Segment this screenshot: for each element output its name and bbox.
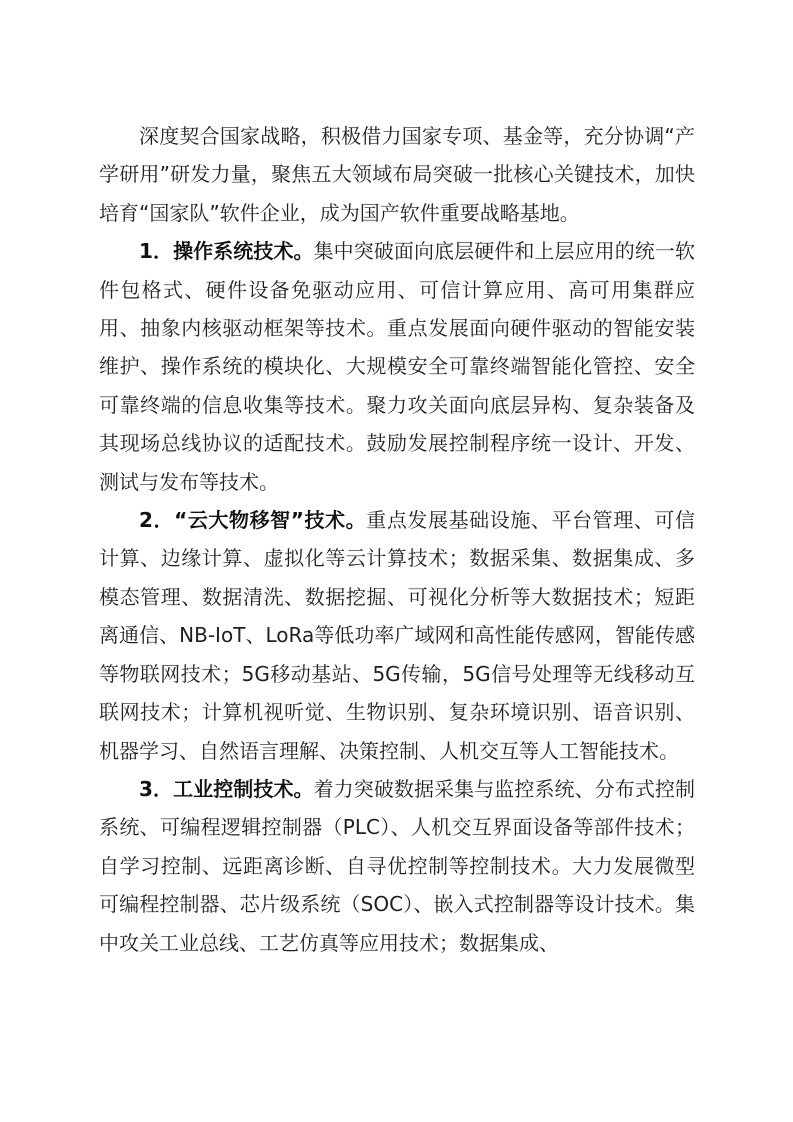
- os-technology-heading: 1．操作系统技术。: [139, 239, 314, 264]
- cloud-bigdata-iot-heading: 2．“云大物移智”技术。: [139, 508, 367, 533]
- industrial-control-heading: 3．工业控制技术。: [139, 776, 314, 801]
- industrial-control-text: 着力突破数据采集与监控系统、分布式控制系统、可编程逻辑控制器（PLC）、人机交互界面设备等部件技术；自学习控制、远距离诊断、自寻优控制等控制技术。大力发展微型可编程控制器、芯片级系统（SOC）、嵌入式控制器等设计技术。集中攻关工业总线、工艺仿真等应用技术；数据集成、: [99, 776, 695, 955]
- intro-paragraph: [99, 117, 695, 232]
- cloud-bigdata-iot-text: 重点发展基础设施、平台管理、可信计算、边缘计算、虚拟化等云计算技术；数据采集、数据集成、多模态管理、数据清洗、数据挖掘、可视化分析等大数据技术；短距离通信、NB-IoT、LoRa等低功率广域网和高性能传感网，智能传感等物联网技术；5G移动基站、5G传输，5G信号处理等无线移动互联网技术；计算机视听觉、生物识别、复杂环境识别、语音识别、机器学习、自然语言理解、决策控制、人机交互等人工智能技术。: [99, 508, 696, 763]
- document-body: [99, 117, 695, 962]
- intro-paragraph-text: 深度契合国家战略，积极借力国家专项、基金等，充分协调“产学研用”研发力量，聚焦五大领域布局突破一批核心关键技术，加快培育“国家队”软件企业，成为国产软件重要战略基地。: [99, 124, 695, 225]
- os-technology-paragraph: [99, 232, 695, 501]
- os-technology-text: 集中突破面向底层硬件和上层应用的统一软件包格式、硬件设备免驱动应用、可信计算应用、高可用集群应用、抽象内核驱动框架等技术。重点发展面向硬件驱动的智能安装维护、操作系统的模块化、大规模安全可靠终端智能化管控、安全可靠终端的信息收集等技术。聚力攻关面向底层异构、复杂装备及其现场总线协议的适配技术。鼓励发展控制程序统一设计、开发、测试与发布等技术。: [99, 239, 695, 494]
- industrial-control-paragraph: [99, 770, 695, 962]
- cloud-bigdata-iot-paragraph: [99, 501, 695, 770]
